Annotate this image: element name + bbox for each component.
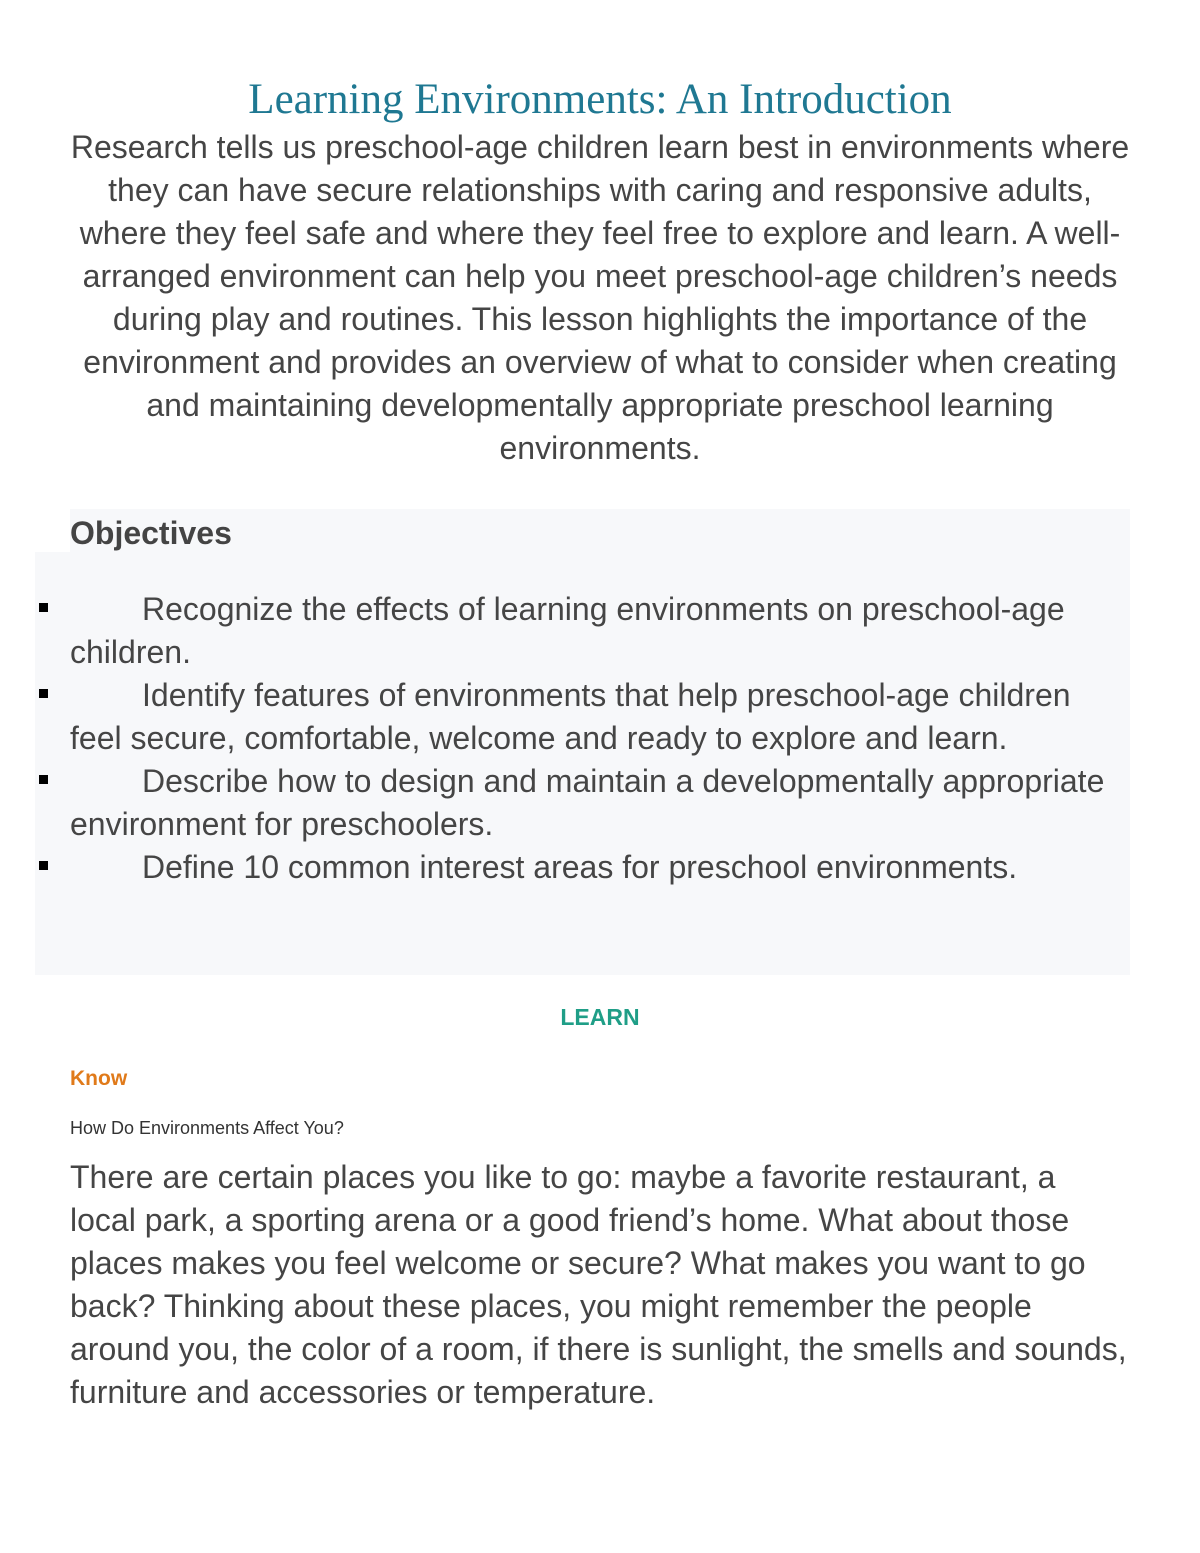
square-bullet-icon — [39, 603, 48, 612]
page-title: Learning Environments: An Introduction — [248, 76, 952, 123]
square-bullet-icon — [39, 861, 48, 870]
objective-item — [0, 760, 1130, 846]
objectives-tab-notch — [35, 509, 70, 552]
objectives-list — [0, 588, 1200, 889]
learn-section-label: LEARN — [560, 1004, 640, 1030]
square-bullet-icon — [39, 689, 48, 698]
objective-text: Recognize the effects of learning environments on preschool-age children. — [70, 591, 1065, 670]
objective-text: Identify features of environments that help preschool-age children feel secure, comfortable, welcome and ready to explore and learn. — [70, 677, 1071, 756]
square-bullet-icon — [39, 775, 48, 784]
objective-item — [0, 674, 1130, 760]
section-subheading: How Do Environments Affect You? — [70, 1118, 344, 1138]
objective-item — [0, 588, 1130, 674]
intro-paragraph: Research tells us preschool-age children learn best in environments where they can have secure relationships with caring and responsive adults, where they feel safe and where they feel free to explore and learn. A well-arranged environment can help you meet preschool-age children’s needs during play and routines. This lesson highlights the importance of the environment and provides an overview of what to consider when creating and maintaining developmentally appropriate preschool learning environments. — [70, 129, 1130, 466]
objective-item — [0, 846, 1130, 889]
objective-text: Describe how to design and maintain a developmentally appropriate environment for preschoolers. — [70, 763, 1105, 842]
know-section-label: Know — [70, 1067, 128, 1090]
objective-text: Define 10 common interest areas for preschool environments. — [142, 849, 1018, 885]
objectives-heading: Objectives — [70, 515, 232, 551]
body-paragraph: There are certain places you like to go: maybe a favorite restaurant, a local park, a sporting arena or a good friend’s home. What about those places makes you feel welcome or secure? What makes you want to go back? Thinking about these places, you might remember the people around you, the color of a room, if there is sunlight, the smells and sounds, furniture and accessories or temperature. — [70, 1159, 1127, 1410]
